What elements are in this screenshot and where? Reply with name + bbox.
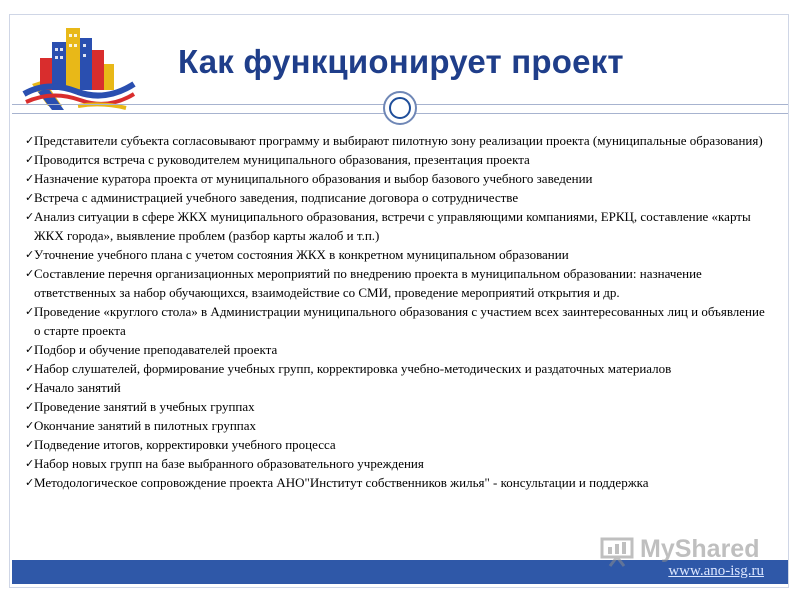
check-icon: ✓ [25,267,35,280]
check-icon: ✓ [25,210,35,223]
check-icon: ✓ [25,419,35,432]
list-item-text: Составление перечня организационных мероприятий по внедрению проекта в муниципальном образовании: назначение ответственных за набор обучающихся, взаимодействие со СМИ, проведение мероприятий открытия и др. [34,266,702,300]
website-link[interactable]: www.ano-isg.ru [668,563,764,579]
watermark-text: MyShared [640,535,760,563]
presentation-board-icon [598,533,638,567]
list-item [27,473,772,492]
list-item-text: Подбор и обучение преподавателей проекта [34,342,278,357]
list-item [27,188,772,207]
list-item [27,378,772,397]
list-item-text: Начало занятий [34,380,121,395]
list-item-text: Проведение занятий в учебных группах [34,399,255,414]
check-icon: ✓ [25,438,35,451]
check-icon: ✓ [25,343,35,356]
ring-icon [383,91,417,125]
check-icon: ✓ [25,248,35,261]
list-item [27,264,772,302]
list-item-text: Набор новых групп на базе выбранного образовательного учреждения [34,456,424,471]
list-item-text: Методологическое сопровождение проекта АНО"Институт собственников жилья" - консультации и поддержка [34,475,649,490]
list-item-text: Окончание занятий в пилотных группах [34,418,257,433]
check-icon: ✓ [25,305,35,318]
check-icon: ✓ [25,400,35,413]
list-item [27,207,772,245]
check-icon: ✓ [25,457,35,470]
check-icon: ✓ [25,134,35,147]
list-item [27,435,772,454]
list-item [27,359,772,378]
list-item [27,302,772,340]
list-item [27,416,772,435]
check-icon: ✓ [25,476,35,489]
check-icon: ✓ [25,381,35,394]
list-item-text: Набор слушателей, формирование учебных групп, корректировка учебно-методических и раздаточных материалов [34,361,672,376]
list-item [27,245,772,264]
check-icon: ✓ [25,153,35,166]
list-item-text: Проводится встреча с руководителем муниципального образования, презентация проекта [34,152,530,167]
list-item-text: Подведение итогов, корректировки учебного процесса [34,437,336,452]
check-icon: ✓ [25,362,35,375]
page-title: Как функционирует проект [178,43,624,80]
list-item [27,397,772,416]
list-item [27,150,772,169]
check-icon: ✓ [25,191,35,204]
list-item [27,131,772,150]
list-item-text: Уточнение учебного плана с учетом состояния ЖКХ в конкретном муниципальном образовании [34,247,569,262]
check-icon: ✓ [25,172,35,185]
list-item [27,169,772,188]
list-item [27,340,772,359]
steps-list [27,131,772,492]
list-item-text: Представители субъекта согласовывают программу и выбирают пилотную зону реализации проекта (муниципальные образования) [34,133,763,148]
city-buildings-logo [18,20,138,112]
list-item-text: Встреча с администрацией учебного заведения, подписание договора о сотрудничестве [34,190,519,205]
list-item-text: Проведение «круглого стола» в Администрации муниципального образования с участием всех заинтересованных лиц и объявление о старте проекта [34,304,765,338]
list-item-text: Назначение куратора проекта от муниципального образования и выбор базового учебного заведении [34,171,593,186]
list-item-text: Анализ ситуации в сфере ЖКХ муниципального образования, встречи с управляющими компаниями, ЕРКЦ, составление «карты ЖКХ города», выявление проблем (разбор карты жалоб и т.п.) [34,209,751,243]
list-item [27,454,772,473]
